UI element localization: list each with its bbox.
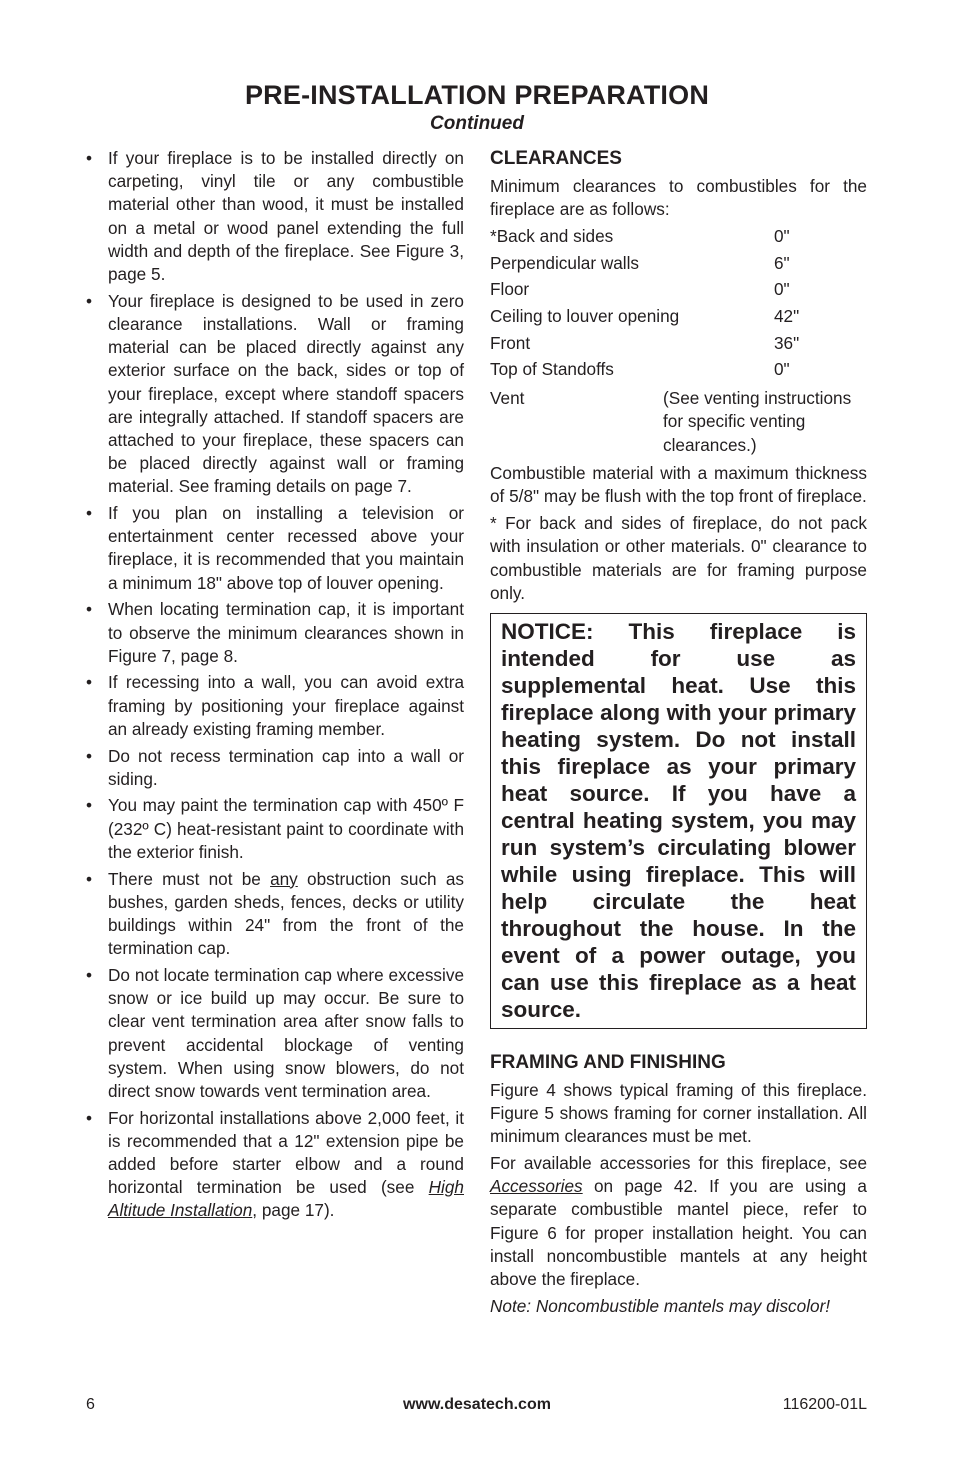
bullet-item [86,671,464,741]
bullet-icon: • [86,1107,93,1128]
page-title: PRE-INSTALLATION PREPARATION [244,80,710,110]
clearances-note-1: Combustible material with a maximum thickness of 5/8" may be flush with the top front of fireplace. [490,463,867,507]
table-row [490,358,867,385]
left-column [86,147,464,1226]
notice-box: NOTICE: This fireplace is intended for use as supplemental heat. Use this fireplace along with your primary heating system. Do not install this fireplace as your primary heat source. If you have a central heating system, you may run system’s circulating blower while using fireplace. This will help circulate the heat throughout the house. In the event of a power outage, you can use this fireplace as a heat source. [490,613,867,1029]
bullet-item [86,745,464,791]
framing-para-2-after: on page 42. If you are using a separate combustible mantel piece, refer to Figure 6 for proper installation height. You can install noncombustible mantels at any height above the fireplace. [490,1176,867,1290]
bullet-text: You may paint the termination cap with 450º F (232º C) heat-resistant paint to coordinate with the exterior finish. [108,795,464,862]
bullet-icon: • [86,795,93,816]
table-row [490,225,867,252]
bullet-text: Do not recess termination cap into a wall or siding. [108,745,464,789]
clearance-value: 42" [774,306,800,327]
clearances-heading: CLEARANCES [490,148,622,169]
footer-url-link[interactable]: www.desatech.com [403,1396,551,1413]
table-row [490,332,867,359]
page-number: 6 [86,1396,95,1413]
bullet-text: If your fireplace is to be installed directly on carpeting, vinyl tile or any combustible material other than wood, it must be installed on a metal or wood panel extending the full width and depth of the fireplace. See Figure 3, page 5. [108,148,464,285]
document-code: 116200-01L [782,1396,867,1413]
bullet-item [86,868,464,961]
framing-para-2-before: For available accessories for this fireplace, see [490,1153,867,1174]
bullet-text-after: , page 17). [252,1200,335,1221]
clearances-table [490,225,867,385]
bullet-list [86,147,464,1223]
bullet-text: Your fireplace is designed to be used in zero clearance installations. Wall or framing material can be placed directly against any exterior surface on the back, sides or top of your fireplace, except where standoff spacers are integrally attached. If standoff spacers are attached to your fireplace, these spacers can be placed directly against wall or framing material. See framing details on page 7. [108,290,464,497]
clearance-label: Floor [490,279,530,300]
bullet-text: If recessing into a wall, you can avoid extra framing by positioning your fireplace against an already existing framing member. [108,672,464,739]
bullet-item [86,1107,464,1223]
page-subtitle: Continued [430,113,524,134]
clearance-value: 6" [774,252,790,273]
framing-heading: FRAMING AND FINISHING [490,1051,726,1073]
bullet-icon: • [86,672,93,693]
framing-para-2 [490,1152,867,1291]
clearance-value: 36" [774,332,800,353]
bullet-icon: • [86,290,93,311]
bullet-item [86,147,464,286]
clearance-value: (See venting instructions for specific venting clearances.) [663,388,852,455]
table-row [490,305,867,332]
bullet-text: Do not locate termination cap where excessive snow or ice build up may occur. Be sure to clear vent termination area after snow falls to prevent accidental blockage of venting system. When using snow blowers, do not direct snow towards vent termination area. [108,964,464,1101]
bullet-item [86,290,464,499]
clearances-intro: Minimum clearances to combustibles for the fireplace are as follows: [490,176,867,220]
bullet-text-after: obstruction such as bushes, garden sheds, fences, decks or utility buildings within 24" from the front of the termination cap. [108,868,464,959]
bullet-icon: • [86,148,93,168]
bullet-item [86,598,464,668]
vent-row-table [490,387,867,460]
framing-para-1: Figure 4 shows typical framing of this fireplace. Figure 5 shows framing for corner installation. All minimum clearances must be met. [490,1079,867,1147]
accessories-link[interactable]: Accessories [490,1176,583,1197]
bullet-icon: • [86,599,93,620]
table-row [490,387,867,460]
bullet-text: If you plan on installing a television or entertainment center recessed above your fireplace, it is recommended that you maintain a minimum 18" above top of louver opening. [108,503,464,593]
right-column [490,147,867,1321]
clearance-value: 0" [774,359,790,380]
bullet-icon: • [86,964,93,985]
bullet-icon: • [86,868,93,889]
clearance-label: Ceiling to louver opening [490,306,680,327]
table-row [490,252,867,279]
table-row [490,278,867,305]
bullet-item [86,502,464,595]
bullet-item [86,794,464,864]
clearance-value: 0" [774,279,790,300]
bullet-text-before: For horizontal installations above 2,000 feet, it is recommended that a 12" extension pipe be added before starter elbow and a round horizontal termination be used (see [108,1107,464,1198]
clearances-note-2: * For back and sides of fireplace, do not pack with insulation or other materials. 0" clearance to combustible materials are for framing purpose only. [490,513,867,603]
bullet-item [86,964,464,1103]
clearance-label: Vent [490,388,525,409]
bullet-icon: • [86,503,93,524]
clearance-value: 0" [774,225,790,246]
clearance-label: Front [490,332,531,353]
underlined-word: any [270,868,298,889]
clearance-label: Top of Standoffs [490,359,614,380]
bullet-text-before: There must not be [108,868,271,889]
clearance-label: Perpendicular walls [490,252,640,273]
bullet-icon: • [86,745,93,766]
clearance-label: *Back and sides [490,225,614,246]
framing-note: Note: Noncombustible mantels may discolor! [490,1295,831,1316]
high-altitude-link[interactable]: High Altitude Installation [108,1177,464,1221]
bullet-text: When locating termination cap, it is important to observe the minimum clearances shown in Figure 7, page 8. [108,599,464,666]
